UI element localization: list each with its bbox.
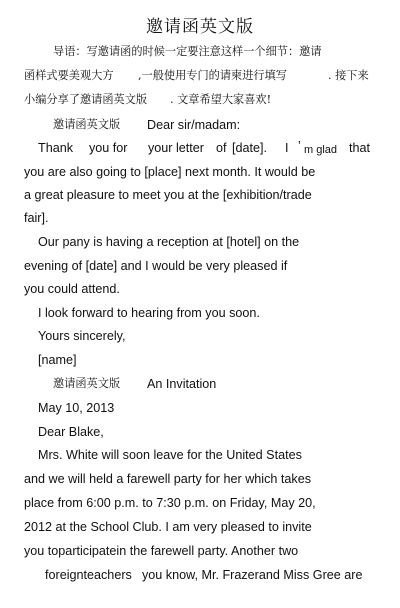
intro-line-1: 导语：写邀请函的时候一定要注意这样一个细节：邀请 [53,45,322,58]
s2-line-5: you toparticipatein the farewell party. Another two [24,544,299,558]
intro-line-3b: . 文章希望大家喜欢! [170,93,272,106]
p2-line-1: Our pany is having a reception at [hotel] on the [38,235,300,249]
intro-line-3a: 小编分享了邀请函英文版 [24,93,148,106]
section1-signature: [name] [38,353,77,367]
s2-line-6b: you know, Mr. Frazerand Miss Gree are [142,568,363,582]
p1-line-3: a great pleasure to meet you at the [exhibition/trade [24,188,312,202]
p1-apostrophe: ’ [298,139,301,153]
s2-line-3: place from 6:00 p.m. to 7:30 p.m. on Friday, May 20, [24,496,316,510]
p1-word-that: that [349,141,371,155]
document-title: 邀请函英文版 [146,17,254,37]
section2-date: May 10, 2013 [38,401,115,415]
section2-salutation: Dear Blake, [38,425,104,439]
p1-line-2: you are also going to [place] next month. It would be [24,165,316,179]
section1-closing: Yours sincerely, [38,329,126,343]
p1-word-thank: Thank [38,141,74,155]
p1-word-you-for: you for [89,141,128,155]
s2-line-2: and we will held a farewell party for her which takes [24,472,311,486]
p2-line-2: evening of [date] and I would be very pleased if [24,259,288,273]
p2-line-3: you could attend. [24,282,120,296]
intro-line-2a: 函样式要美观大方 [24,69,114,82]
p1-word-date: [date]. [232,141,268,155]
p1-word-i: I [285,141,289,155]
intro-line-2b: ,一般使用专门的请柬进行填写 [138,69,287,82]
p1-word-your-letter: your letter [148,141,204,155]
s2-line-1: Mrs. White will soon leave for the United States [38,448,302,462]
s2-line-4: 2012 at the School Club. I am very pleased to invite [24,520,312,534]
p1-word-m-glad: m glad [304,144,338,156]
s2-line-6a: foreignteachers [45,568,132,582]
p1-word-of: of [216,141,227,155]
intro-line-2c: . 接下来 [328,69,369,82]
section2-heading-cn: 邀请函英文版 [53,377,121,390]
section1-heading-cn: 邀请函英文版 [53,118,121,131]
section2-heading-en: An Invitation [147,377,217,391]
section1-heading-en: Dear sir/madam: [147,118,241,132]
p1-line-4: fair]. [24,211,49,225]
section1-paragraph-3: I look forward to hearing from you soon. [38,306,260,320]
